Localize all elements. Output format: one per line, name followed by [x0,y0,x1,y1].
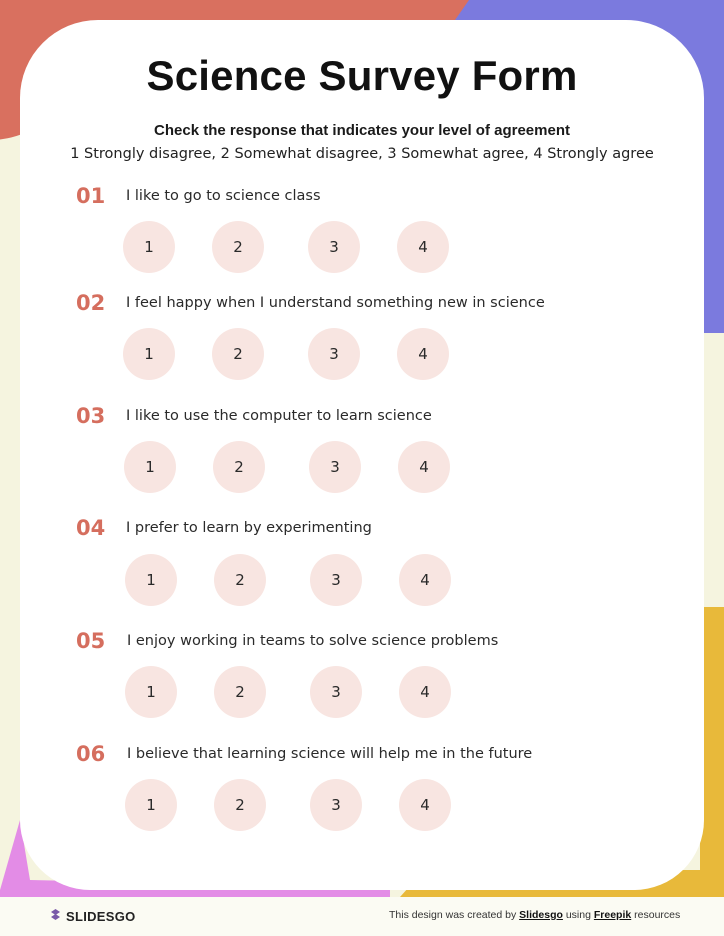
option-3[interactable]: 3 [310,666,362,718]
credit-middle: using [565,909,591,921]
option-1[interactable]: 1 [125,666,177,718]
slidesgo-logo-icon [49,908,62,924]
credit-prefix: This design was created by [389,909,517,921]
question-text: I enjoy working in teams to solve science problems [127,633,499,649]
credit-suffix: resources [634,909,681,921]
footer-credit [389,909,680,921]
option-2[interactable]: 2 [214,779,266,831]
question-number: 06 [76,742,106,766]
instruction-text: Check the response that indicates your level of agreement [154,122,570,139]
question-number: 04 [76,516,106,540]
option-2[interactable]: 2 [214,666,266,718]
scale-legend: 1 Strongly disagree, 2 Somewhat disagree, 3 Somewhat agree, 4 Strongly agree [70,146,654,162]
option-3[interactable]: 3 [308,221,360,273]
option-2[interactable]: 2 [213,441,265,493]
option-4[interactable]: 4 [399,666,451,718]
option-3[interactable]: 3 [309,441,361,493]
question-number: 05 [76,629,106,653]
option-2[interactable]: 2 [212,328,264,380]
option-4[interactable]: 4 [397,221,449,273]
option-3[interactable]: 3 [310,554,362,606]
option-4[interactable]: 4 [399,554,451,606]
option-4[interactable]: 4 [398,441,450,493]
option-1[interactable]: 1 [123,328,175,380]
question-number: 03 [76,404,106,428]
question-text: I like to go to science class [126,188,321,204]
option-3[interactable]: 3 [310,779,362,831]
slidesgo-logo-text: SLIDESGO [66,908,136,924]
option-2[interactable]: 2 [212,221,264,273]
option-1[interactable]: 1 [125,779,177,831]
question-text: I like to use the computer to learn science [126,408,432,424]
option-1[interactable]: 1 [124,441,176,493]
slidesgo-logo [49,908,136,924]
question-number: 01 [76,184,106,208]
freepik-link[interactable]: Freepik [593,909,632,921]
option-4[interactable]: 4 [397,328,449,380]
option-2[interactable]: 2 [214,554,266,606]
slidesgo-link[interactable]: Slidesgo [519,909,563,921]
page-title: Science Survey Form [146,52,578,99]
question-text: I feel happy when I understand something new in science [126,295,545,311]
question-number: 02 [76,291,106,315]
question-text: I prefer to learn by experimenting [126,520,372,536]
option-1[interactable]: 1 [125,554,177,606]
option-1[interactable]: 1 [123,221,175,273]
question-text: I believe that learning science will help me in the future [127,746,533,762]
option-4[interactable]: 4 [399,779,451,831]
option-3[interactable]: 3 [308,328,360,380]
